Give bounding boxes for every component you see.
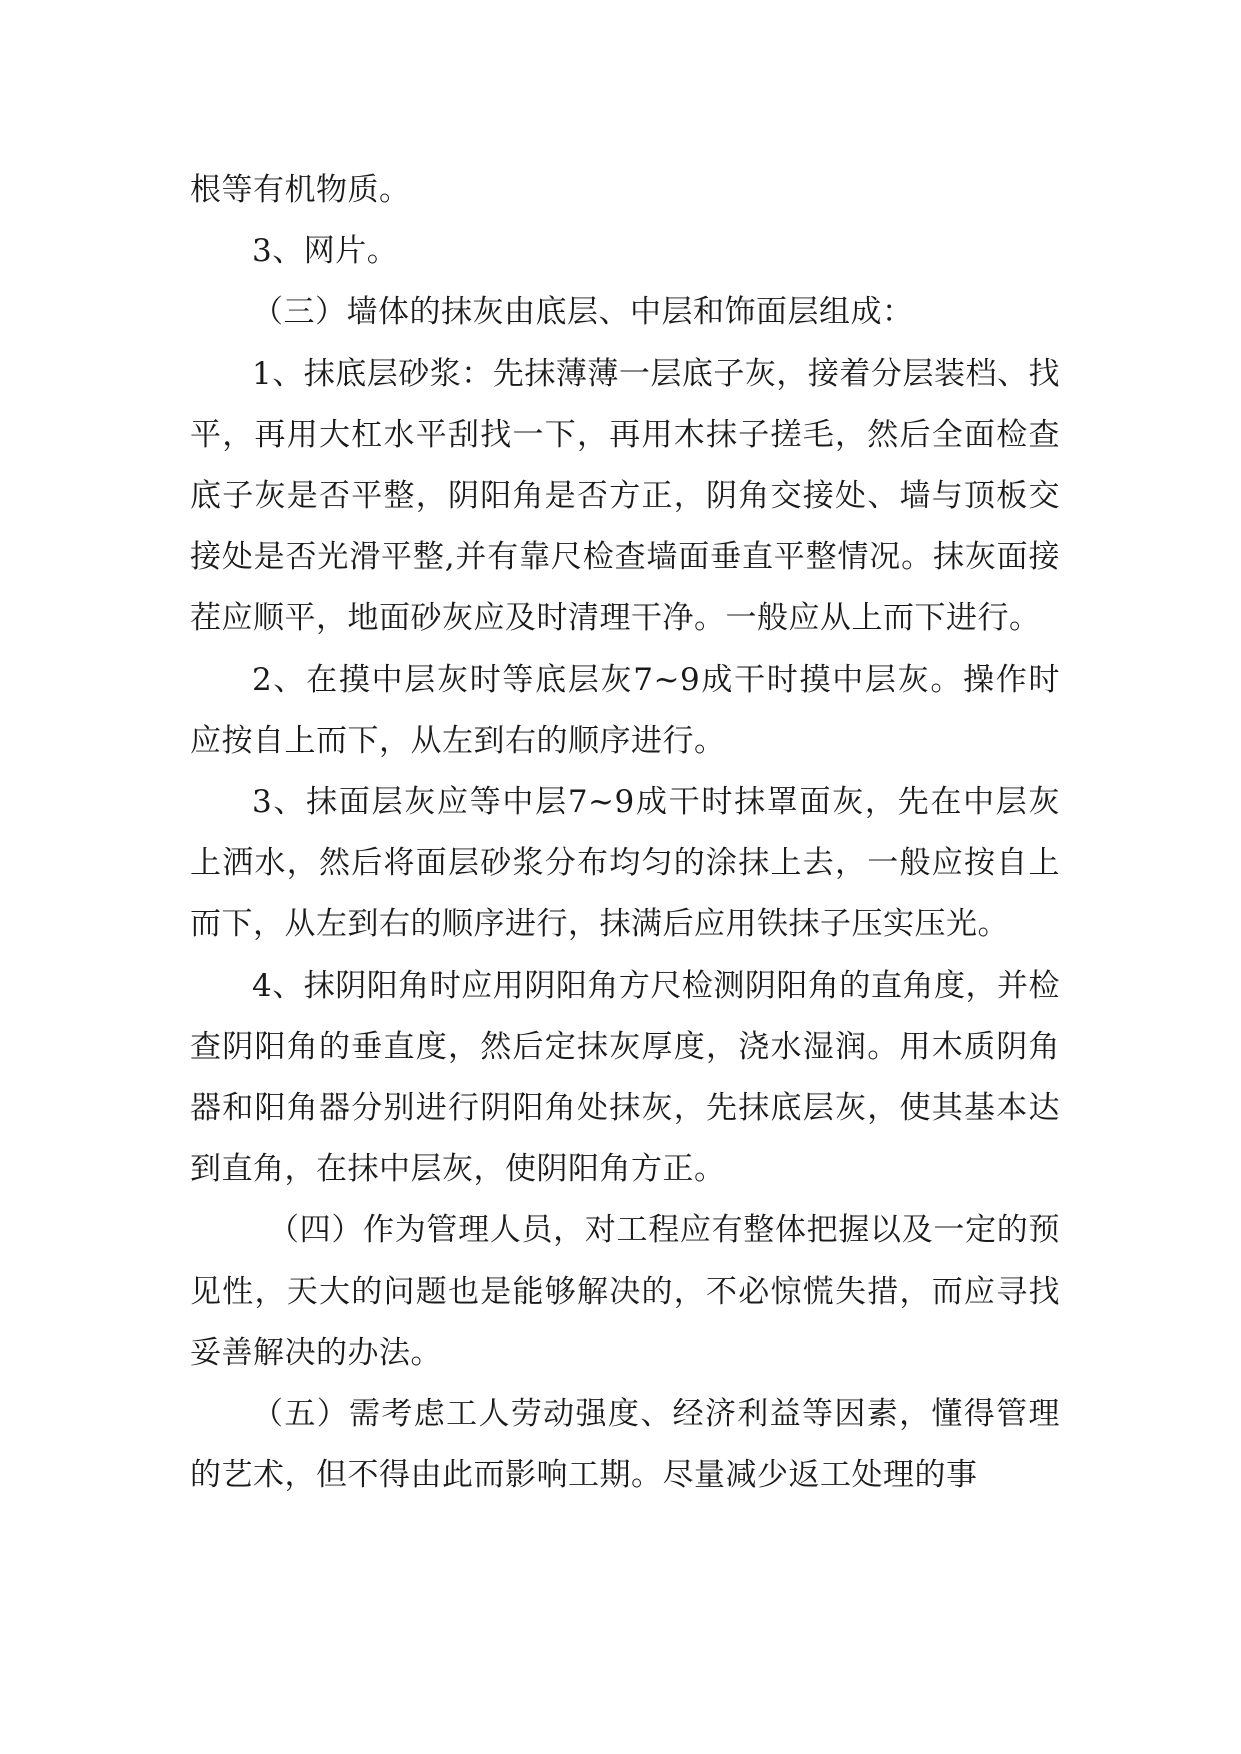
paragraph-mesh: 3、网片。 bbox=[252, 233, 399, 270]
paragraph-finish-coat: 3、抹面层灰应等中层7~9成干时抹罩面灰，先在中层灰上洒水，然后将面层砂浆分布均匀的涂抹上去，一般应按自上而下，从左到右的顺序进行，抹满后应用铁抹子压实压光。 bbox=[190, 784, 1060, 943]
paragraph-section-5-workers: （五）需考虑工人劳动强度、经济利益等因素，懂得管理的艺术，但不得由此而影响工期。尽量减少返工处理的事 bbox=[190, 1396, 1060, 1494]
paragraph-section-4-management: （四）作为管理人员，对工程应有整体把握以及一定的预见性，天大的问题也是能够解决的，不必惊慌失措，而应寻找妥善解决的办法。 bbox=[190, 1212, 1060, 1371]
paragraph-middle-coat: 2、在摸中层灰时等底层灰7~9成干时摸中层灰。操作时应按自上而下，从左到右的顺序进行。 bbox=[190, 661, 1060, 759]
paragraph-base-coat: 1、抹底层砂浆：先抹薄薄一层底子灰，接着分层装档、找平，再用大杠水平刮找一下，再用木抹子搓毛，然后全面检查底子灰是否平整，阴阳角是否方正，阴角交接处、墙与顶板交接处是否光滑平整,并有靠尺检查墙面垂直平整情况。抹灰面接茬应顺平，地面砂灰应及时清理干净。一般应从上而下进行。 bbox=[190, 355, 1060, 637]
paragraph-section-3-heading: （三）墙体的抹灰由底层、中层和饰面层组成： bbox=[252, 294, 914, 331]
document-body bbox=[190, 160, 1060, 1506]
paragraph-corners: 4、抹阴阳角时应用阴阳角方尺检测阴阳角的直角度，并检查阴阳角的垂直度，然后定抹灰厚度，浇水湿润。用木质阴角器和阳角器分别进行阴阳角处抹灰，先抹底层灰，使其基本达到直角，在抹中层灰，使阴阳角方正。 bbox=[190, 967, 1060, 1188]
paragraph-organic-matter: 根等有机物质。 bbox=[190, 172, 411, 208]
